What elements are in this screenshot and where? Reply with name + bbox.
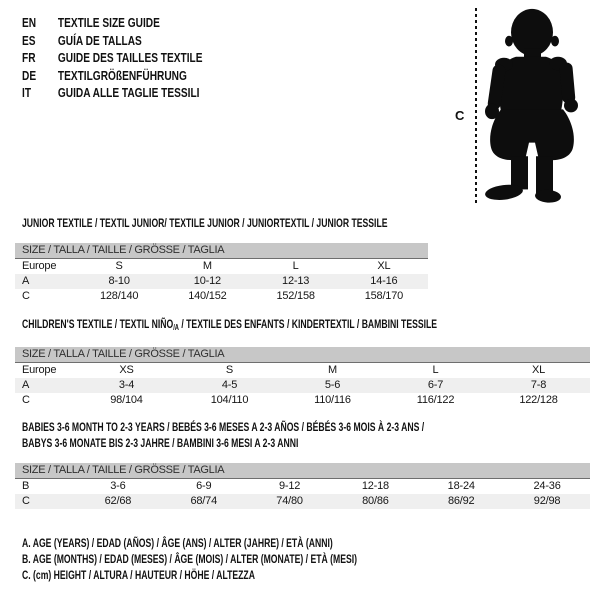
- children-title-post: / TEXTILE DES ENFANTS / KINDERTEXTIL / BAMBINI TESSILE: [178, 317, 438, 331]
- table-row: [15, 378, 590, 393]
- lang-code: DE: [22, 67, 37, 83]
- height-cell: 158/170: [364, 290, 404, 302]
- babies-title-line2: BABYS 3-6 MONATE BIS 2-3 JAHRE / BAMBINI 3-6 MESI A 2-3 ANNI: [22, 435, 299, 450]
- size-cell: M: [202, 260, 212, 272]
- babies-section-title: [22, 420, 424, 451]
- size-cell: XS: [119, 364, 134, 376]
- age-cell: 7-8: [487, 378, 590, 393]
- table-row: [15, 274, 428, 289]
- size-header-cell: SIZE / TALLA / TAILLE / GRÖSSE / TAGLIA: [15, 463, 590, 479]
- note-age-years: A. AGE (YEARS) / EDAD (AÑOS) / ÂGE (ANS) / ALTER (JAHRE) / ETÀ (ANNI): [22, 536, 333, 550]
- age-cell: 12-18: [361, 480, 389, 492]
- lang-row-fr: [22, 49, 202, 67]
- size-cell: XL: [531, 364, 546, 376]
- row-label: C: [22, 394, 30, 406]
- table-row: [15, 259, 428, 275]
- height-cell: 92/98: [504, 494, 590, 509]
- size-cell: L: [432, 364, 439, 376]
- table-row: [15, 393, 590, 408]
- size-header-row: [15, 243, 428, 259]
- legend-notes: [22, 535, 357, 583]
- height-cell: 128/140: [99, 290, 139, 302]
- note-age-months: B. AGE (MONTHS) / EDAD (MESES) / ÂGE (MOIS) / ALTER (MONATE) / ETÀ (MESI): [22, 552, 358, 566]
- figure-height-label: C: [455, 108, 465, 123]
- lang-row-de: [22, 67, 202, 85]
- height-cell: 62/68: [75, 494, 161, 509]
- height-cell: 122/128: [519, 394, 558, 406]
- height-cell: 104/110: [210, 394, 249, 406]
- size-cell: S: [225, 364, 234, 376]
- lang-title: TEXTILGRÖßENFÜHRUNG: [57, 67, 187, 83]
- table-row: [15, 479, 590, 495]
- babies-title-line1: BABIES 3-6 MONTH TO 2-3 YEARS / BEBÉS 3-6 MESES A 2-3 AÑOS / BÉBÉS 3-6 MOIS À 2-3 ANS /: [22, 420, 425, 434]
- age-cell: 3-4: [75, 378, 178, 393]
- age-cell: 9-12: [278, 480, 301, 492]
- lang-code: EN: [22, 15, 37, 31]
- height-cell: 74/80: [247, 494, 333, 509]
- height-cell: 152/158: [276, 290, 315, 302]
- children-title-sub: /A: [173, 323, 179, 332]
- age-cell: 12-13: [252, 274, 340, 289]
- row-label: C: [15, 494, 75, 509]
- children-title-pre: CHILDREN'S TEXTILE / TEXTIL NIÑO: [22, 317, 174, 331]
- note-height-cm: C. (cm) HEIGHT / ALTURA / HAUTEUR / HÖHE / ALTEZZA: [22, 568, 255, 582]
- age-cell: 5-6: [281, 378, 384, 393]
- lang-code: ES: [22, 32, 36, 48]
- size-cell: M: [328, 364, 337, 376]
- age-cell: 4-5: [178, 378, 281, 393]
- height-cell: 140/152: [188, 290, 227, 302]
- table-row: [15, 363, 590, 379]
- children-size-table: [15, 347, 590, 408]
- row-label: Europe: [22, 260, 57, 272]
- row-label: B: [22, 480, 30, 492]
- age-cell: 14-16: [340, 274, 428, 289]
- lang-title: GUÍA DE TALLAS: [57, 32, 142, 48]
- height-cell: 116/122: [416, 394, 455, 406]
- language-title-list: [22, 14, 202, 102]
- size-header-cell: SIZE / TALLA / TAILLE / GRÖSSE / TAGLIA: [15, 243, 428, 259]
- age-cell: 3-6: [110, 480, 126, 492]
- size-header-row: [15, 463, 590, 479]
- lang-title: GUIDE DES TAILLES TEXTILE: [57, 50, 203, 66]
- lang-row-en: [22, 14, 202, 32]
- height-cell: 80/86: [332, 494, 418, 509]
- size-cell: XL: [377, 260, 391, 272]
- size-header-cell: SIZE / TALLA / TAILLE / GRÖSSE / TAGLIA: [15, 347, 590, 363]
- age-cell: 18-24: [447, 480, 475, 492]
- height-cell: 98/104: [110, 394, 143, 406]
- children-section-title: [22, 317, 437, 332]
- height-cell: 86/92: [418, 494, 504, 509]
- babies-size-table: [15, 463, 590, 509]
- age-cell: 6-7: [384, 378, 487, 393]
- row-label: A: [15, 378, 75, 393]
- junior-section-title: JUNIOR TEXTILE / TEXTIL JUNIOR/ TEXTILE JUNIOR / JUNIORTEXTIL / JUNIOR TESSILE: [22, 216, 388, 230]
- size-cell: L: [292, 260, 299, 272]
- age-cell: 10-12: [163, 274, 251, 289]
- row-label: A: [15, 274, 75, 289]
- age-cell: 6-9: [196, 480, 212, 492]
- lang-title: TEXTILE SIZE GUIDE: [57, 15, 160, 31]
- junior-size-table: [15, 243, 428, 304]
- height-cell: 110/116: [314, 394, 351, 406]
- size-cell: S: [115, 260, 123, 272]
- toddler-silhouette-icon: [482, 6, 592, 206]
- table-row: [15, 494, 590, 509]
- lang-code: FR: [22, 50, 36, 66]
- table-row: [15, 289, 428, 304]
- height-cell: 68/74: [161, 494, 247, 509]
- lang-row-it: [22, 84, 202, 102]
- row-label: Europe: [22, 364, 57, 376]
- age-cell: 24-36: [533, 480, 561, 492]
- size-header-row: [15, 347, 590, 363]
- lang-row-es: [22, 32, 202, 50]
- age-cell: 8-10: [75, 274, 163, 289]
- height-dashed-line: [475, 8, 477, 206]
- lang-code: IT: [22, 85, 32, 101]
- row-label: C: [22, 290, 30, 302]
- lang-title: GUIDA ALLE TAGLIE TESSILI: [57, 85, 200, 101]
